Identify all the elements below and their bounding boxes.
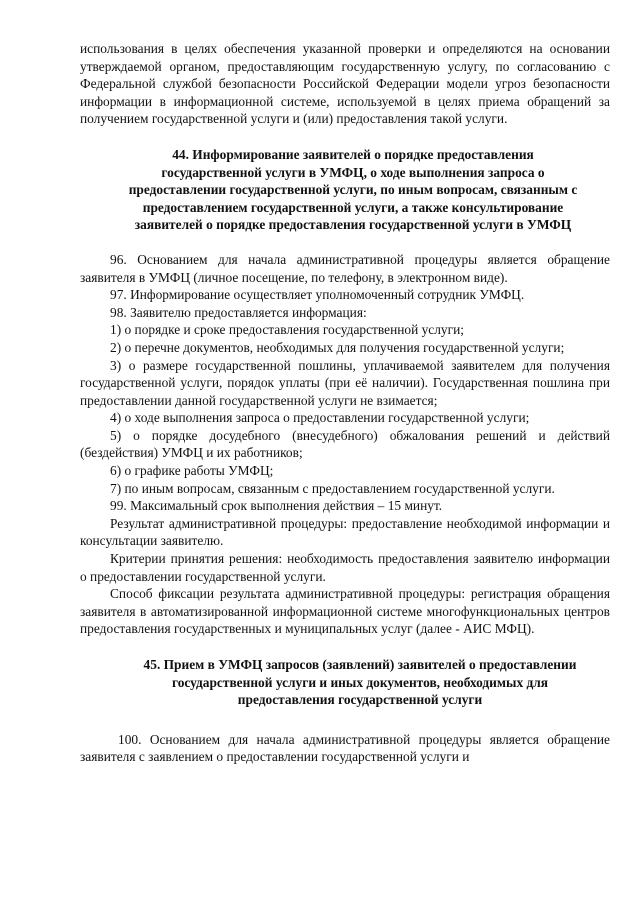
spacer (80, 638, 610, 656)
list-item-5: 5) о порядке досудебного (внесудебного) обжалования решений и действий (бездействия) УМФЦ и их работников; (80, 427, 610, 461)
spacer (80, 709, 610, 731)
intro-paragraph: использования в целях обеспечения указанной проверки и определяются на основании утверждаемой органом, предоставляющим государственную услугу, по согласованию с Федеральной службой безопасности Российской Федерации модели угроз безопасности информации в информационной системе, используемой в целях приема обращений за получением государственной услуги и (или) предоставления такой услуги. (80, 41, 610, 127)
section-45-body (80, 731, 610, 766)
list-item-2: 2) о перечне документов, необходимых для получения государственной услуги; (110, 339, 565, 355)
result-paragraph: Результат административной процедуры: предоставление необходимой информации и консультации заявителю. (80, 515, 610, 549)
paragraph-100: 100. Основанием для начала административной процедуры является обращение заявителя с заявлением о предоставлении государственной услуги и (80, 731, 610, 765)
criteria-paragraph: Критерии принятия решения: необходимость предоставления заявителю информации о предоставлении государственной услуги. (80, 551, 610, 584)
document-page (80, 40, 610, 766)
spacer (80, 234, 610, 251)
list-item-4: 4) о ходе выполнения запроса о предоставлении государственной услуги; (110, 410, 530, 426)
fixation-paragraph: Способ фиксации результата административной процедуры: регистрация обращения заявителя в автоматизированной информационной системе многофункциональных центров предоставления государственных и муниципальных услуг (далее - АИС МФЦ). (80, 586, 610, 637)
paragraph-96: 96. Основанием для начала административной процедуры является обращение заявителя в УМФЦ (личное посещение, по телефону, в электронном виде). (80, 251, 610, 285)
list-item-1: 1) о порядке и сроке предоставления государственной услуги; (110, 322, 465, 338)
section-45-heading (80, 656, 610, 709)
spacer (80, 128, 610, 146)
heading-line: 45. Прием в УМФЦ запросов (заявлений) заявителей о предоставлении (143, 657, 577, 672)
paragraph-98: 98. Заявителю предоставляется информация: (110, 304, 367, 320)
heading-line: предоставлением государственной услуги, а также консультирование (142, 199, 564, 215)
heading-line: предоставлении государственной услуги, по иным вопросам, связанным с (128, 182, 578, 198)
heading-line: 44. Информирование заявителей о порядке предоставления (172, 146, 534, 162)
heading-line: предоставления государственной услуги (237, 692, 483, 708)
paragraph-99: 99. Максимальный срок выполнения действия – 15 минут. (110, 498, 443, 514)
list-item-3: 3) о размере государственной пошлины, уплачиваемой заявителем для получения государственной услуги, порядок уплаты (при её наличии). Государственная пошлина при предоставлении данной государственной услуги не взимается; (80, 357, 610, 408)
list-item-6: 6) о графике работы УМФЦ; (110, 463, 274, 479)
list-item-7: 7) по иным вопросам, связанным с предоставлением государственной услуги. (110, 480, 555, 496)
section-44-body (80, 251, 610, 638)
heading-line: государственной услуги и иных документов, необходимых для (171, 674, 549, 690)
heading-line: заявителей о порядке предоставления государственной услуги в УМФЦ (134, 217, 572, 233)
heading-line: государственной услуги в УМФЦ, о ходе выполнения запроса о (161, 164, 545, 180)
section-44-heading (80, 146, 610, 234)
paragraph-97: 97. Информирование осуществляет уполномоченный сотрудник УМФЦ. (110, 287, 525, 303)
